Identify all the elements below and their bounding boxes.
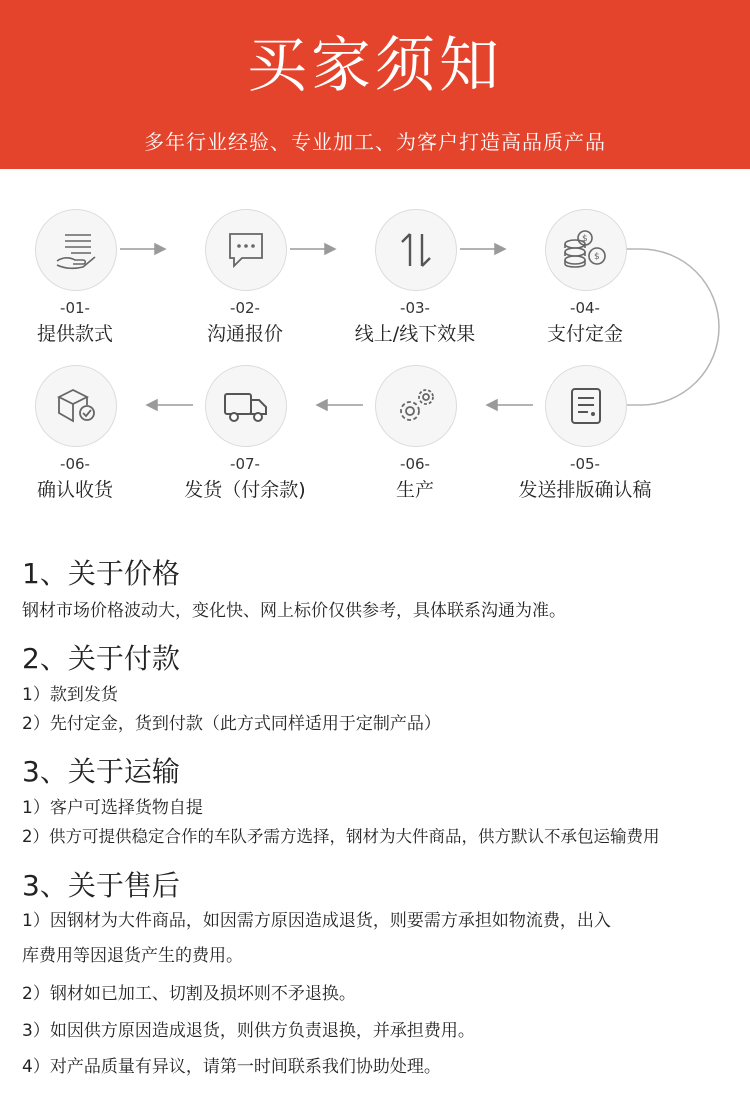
step-number: -02- — [230, 299, 260, 317]
truck-icon — [221, 384, 271, 428]
section-title-payment: 2、关于付款 — [22, 642, 180, 675]
section-line: 2）供方可提供稳定合作的车队矛需方选择，钢材为大件商品，供方默认不承包运输费用 — [22, 827, 660, 846]
step-label: 线上/线下效果 — [354, 323, 476, 345]
step-number: -05- — [570, 455, 600, 473]
section-line: 1）客户可选择货物自提 — [22, 798, 203, 818]
chat-bubble-icon — [224, 228, 268, 272]
step-label: 支付定金 — [546, 323, 623, 345]
box-check-icon — [53, 383, 99, 429]
step-circle — [205, 365, 287, 447]
gears-icon — [392, 384, 440, 428]
step-label: 生产 — [395, 479, 434, 501]
section-line: 4）对产品质量有异议，请第一时间联系我们协助处理。 — [22, 1057, 441, 1077]
page-subtitle: 多年行业经验、专业加工、为客户打造高品质产品 — [144, 130, 606, 154]
step-number: -07- — [230, 455, 260, 473]
step-label: 发货（付余款) — [184, 479, 306, 501]
step-circle — [375, 365, 457, 447]
svg-text:$: $ — [594, 252, 600, 262]
step-circle — [35, 209, 117, 291]
header-banner — [0, 0, 750, 169]
section-line: 2）先付定金，货到付款（此方式同样适用于定制产品） — [22, 714, 441, 734]
document-icon — [564, 384, 608, 428]
section-line: 钢材市场价格波动大，变化快、网上标价仅供参考，具体联系沟通为准。 — [22, 601, 566, 621]
step-label: 沟通报价 — [206, 323, 283, 345]
up-down-arrows-icon — [394, 228, 438, 272]
step-number: -01- — [60, 299, 90, 317]
step-circle — [375, 209, 457, 291]
coins-icon — [561, 228, 611, 272]
section-title-shipping: 3、关于运输 — [22, 755, 180, 788]
step-number: -03- — [400, 299, 430, 317]
step-number: -06- — [60, 455, 90, 473]
step-label: 发送排版确认稿 — [518, 479, 652, 501]
step-number: -04- — [570, 299, 600, 317]
step-circle — [545, 365, 627, 447]
section-line: 1）因钢材为大件商品，如因需方原因造成退货，则要需方承担如物流费，出入 — [22, 911, 611, 931]
hand-document-icon — [53, 227, 99, 273]
section-line: 库费用等因退货产生的费用。 — [22, 946, 243, 966]
section-line: 2）钢材如已加工、切割及损坏则不矛退换。 — [22, 984, 356, 1004]
step-number: -06- — [400, 455, 430, 473]
step-circle — [545, 209, 627, 291]
section-line: 1）款到发货 — [22, 685, 118, 705]
step-label: 提供款式 — [36, 323, 113, 345]
section-line: 3）如因供方原因造成退货，则供方负责退换，并承担费用。 — [22, 1021, 475, 1041]
process-flow — [0, 169, 750, 509]
step-circle — [205, 209, 287, 291]
section-title-price: 1、关于价格 — [22, 557, 180, 590]
section-title-after-sales: 3、关于售后 — [22, 869, 180, 902]
svg-text:$: $ — [582, 234, 588, 244]
page-title: 买家须知 — [247, 31, 503, 101]
step-circle — [35, 365, 117, 447]
step-label: 确认收货 — [36, 479, 113, 501]
